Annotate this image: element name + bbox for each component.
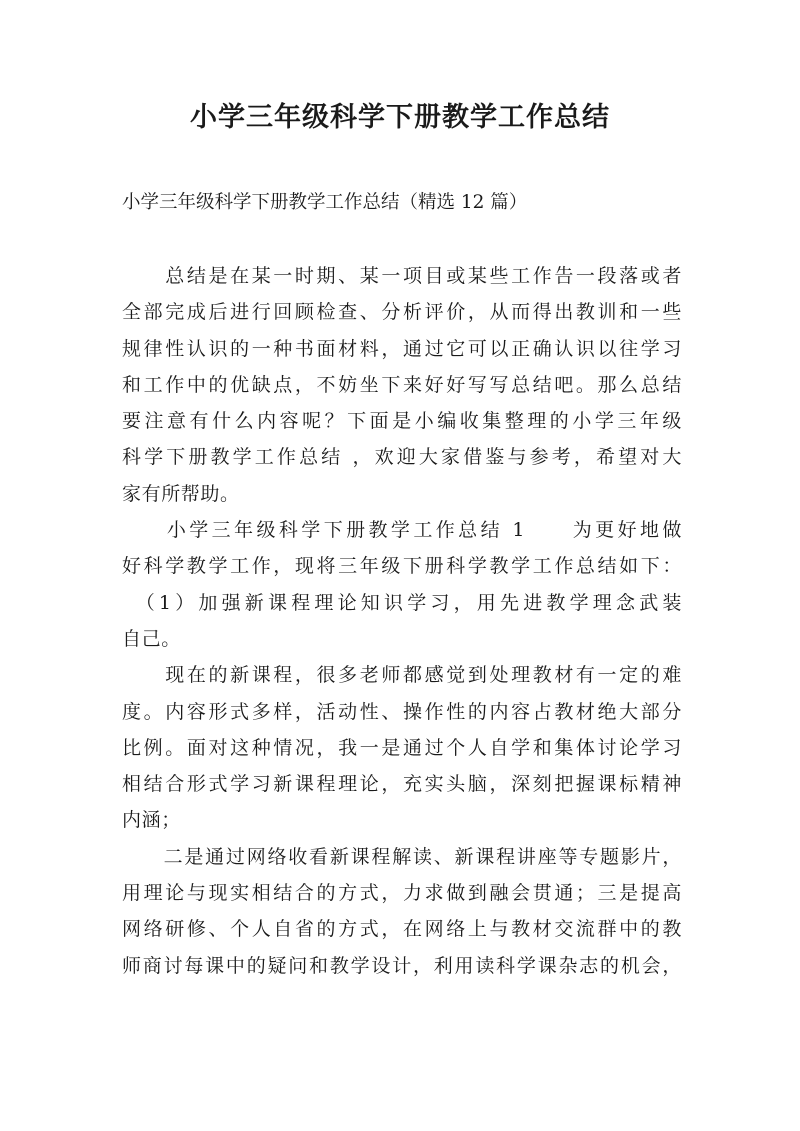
- text-line: 规律性认识的一种书面材料，通过它可以正确认识以往学习: [122, 337, 682, 360]
- text-line: 师商讨每课中的疑问和教学设计，利用读科学课杂志的机会，: [122, 954, 682, 977]
- document-title: 小学三年级科学下册教学工作总结: [190, 102, 610, 133]
- text-line: 要注意有什么内容呢？下面是小编收集整理的小学三年级: [122, 410, 682, 433]
- document-subtitle: 小学三年级科学下册教学工作总结（精选 12 篇）: [122, 192, 528, 213]
- text-line: 科学下册教学工作总结 ，欢迎大家借鉴与参考，希望对大: [122, 446, 682, 469]
- text-line: 相结合形式学习新课程理论，充实头脑，深刻把握课标精神: [122, 773, 682, 796]
- text-line: 网络研修、个人自省的方式，在网络上与教材交流群中的教: [122, 918, 682, 941]
- text-line: 内涵；: [122, 809, 181, 832]
- document-body: [122, 258, 682, 984]
- text-line: 用理论与现实相结合的方式，力求做到融会贯通；三是提高: [122, 882, 682, 905]
- text-line: 二是通过网络收看新课程解读、新课程讲座等专题影片，: [122, 845, 682, 868]
- text-line: 家有所帮助。: [122, 482, 240, 505]
- text-line: 现在的新课程，很多老师都感觉到处理教材有一定的难: [122, 664, 682, 687]
- text-line: 小学三年级科学下册教学工作总结 1 为更好地做: [122, 519, 682, 542]
- text-line: 全部完成后进行回顾检查、分析评价，从而得出教训和一些: [122, 301, 682, 324]
- text-line: 好科学教学工作，现将三年级下册科学教学工作总结如下：: [122, 555, 682, 578]
- text-line: 和工作中的优缺点，不妨坐下来好好写写总结吧。那么总结: [122, 373, 682, 396]
- text-line: 自己。: [122, 627, 181, 650]
- text-line: 比例。面对这种情况，我一是通过个人自学和集体讨论学习: [122, 736, 682, 759]
- text-line: 总结是在某一时期、某一项目或某些工作告一段落或者: [122, 265, 682, 287]
- text-line: （1）加强新课程理论知识学习，用先进教学理念武装: [122, 591, 682, 614]
- text-line: 度。内容形式多样，活动性、操作性的内容占教材绝大部分: [122, 700, 682, 723]
